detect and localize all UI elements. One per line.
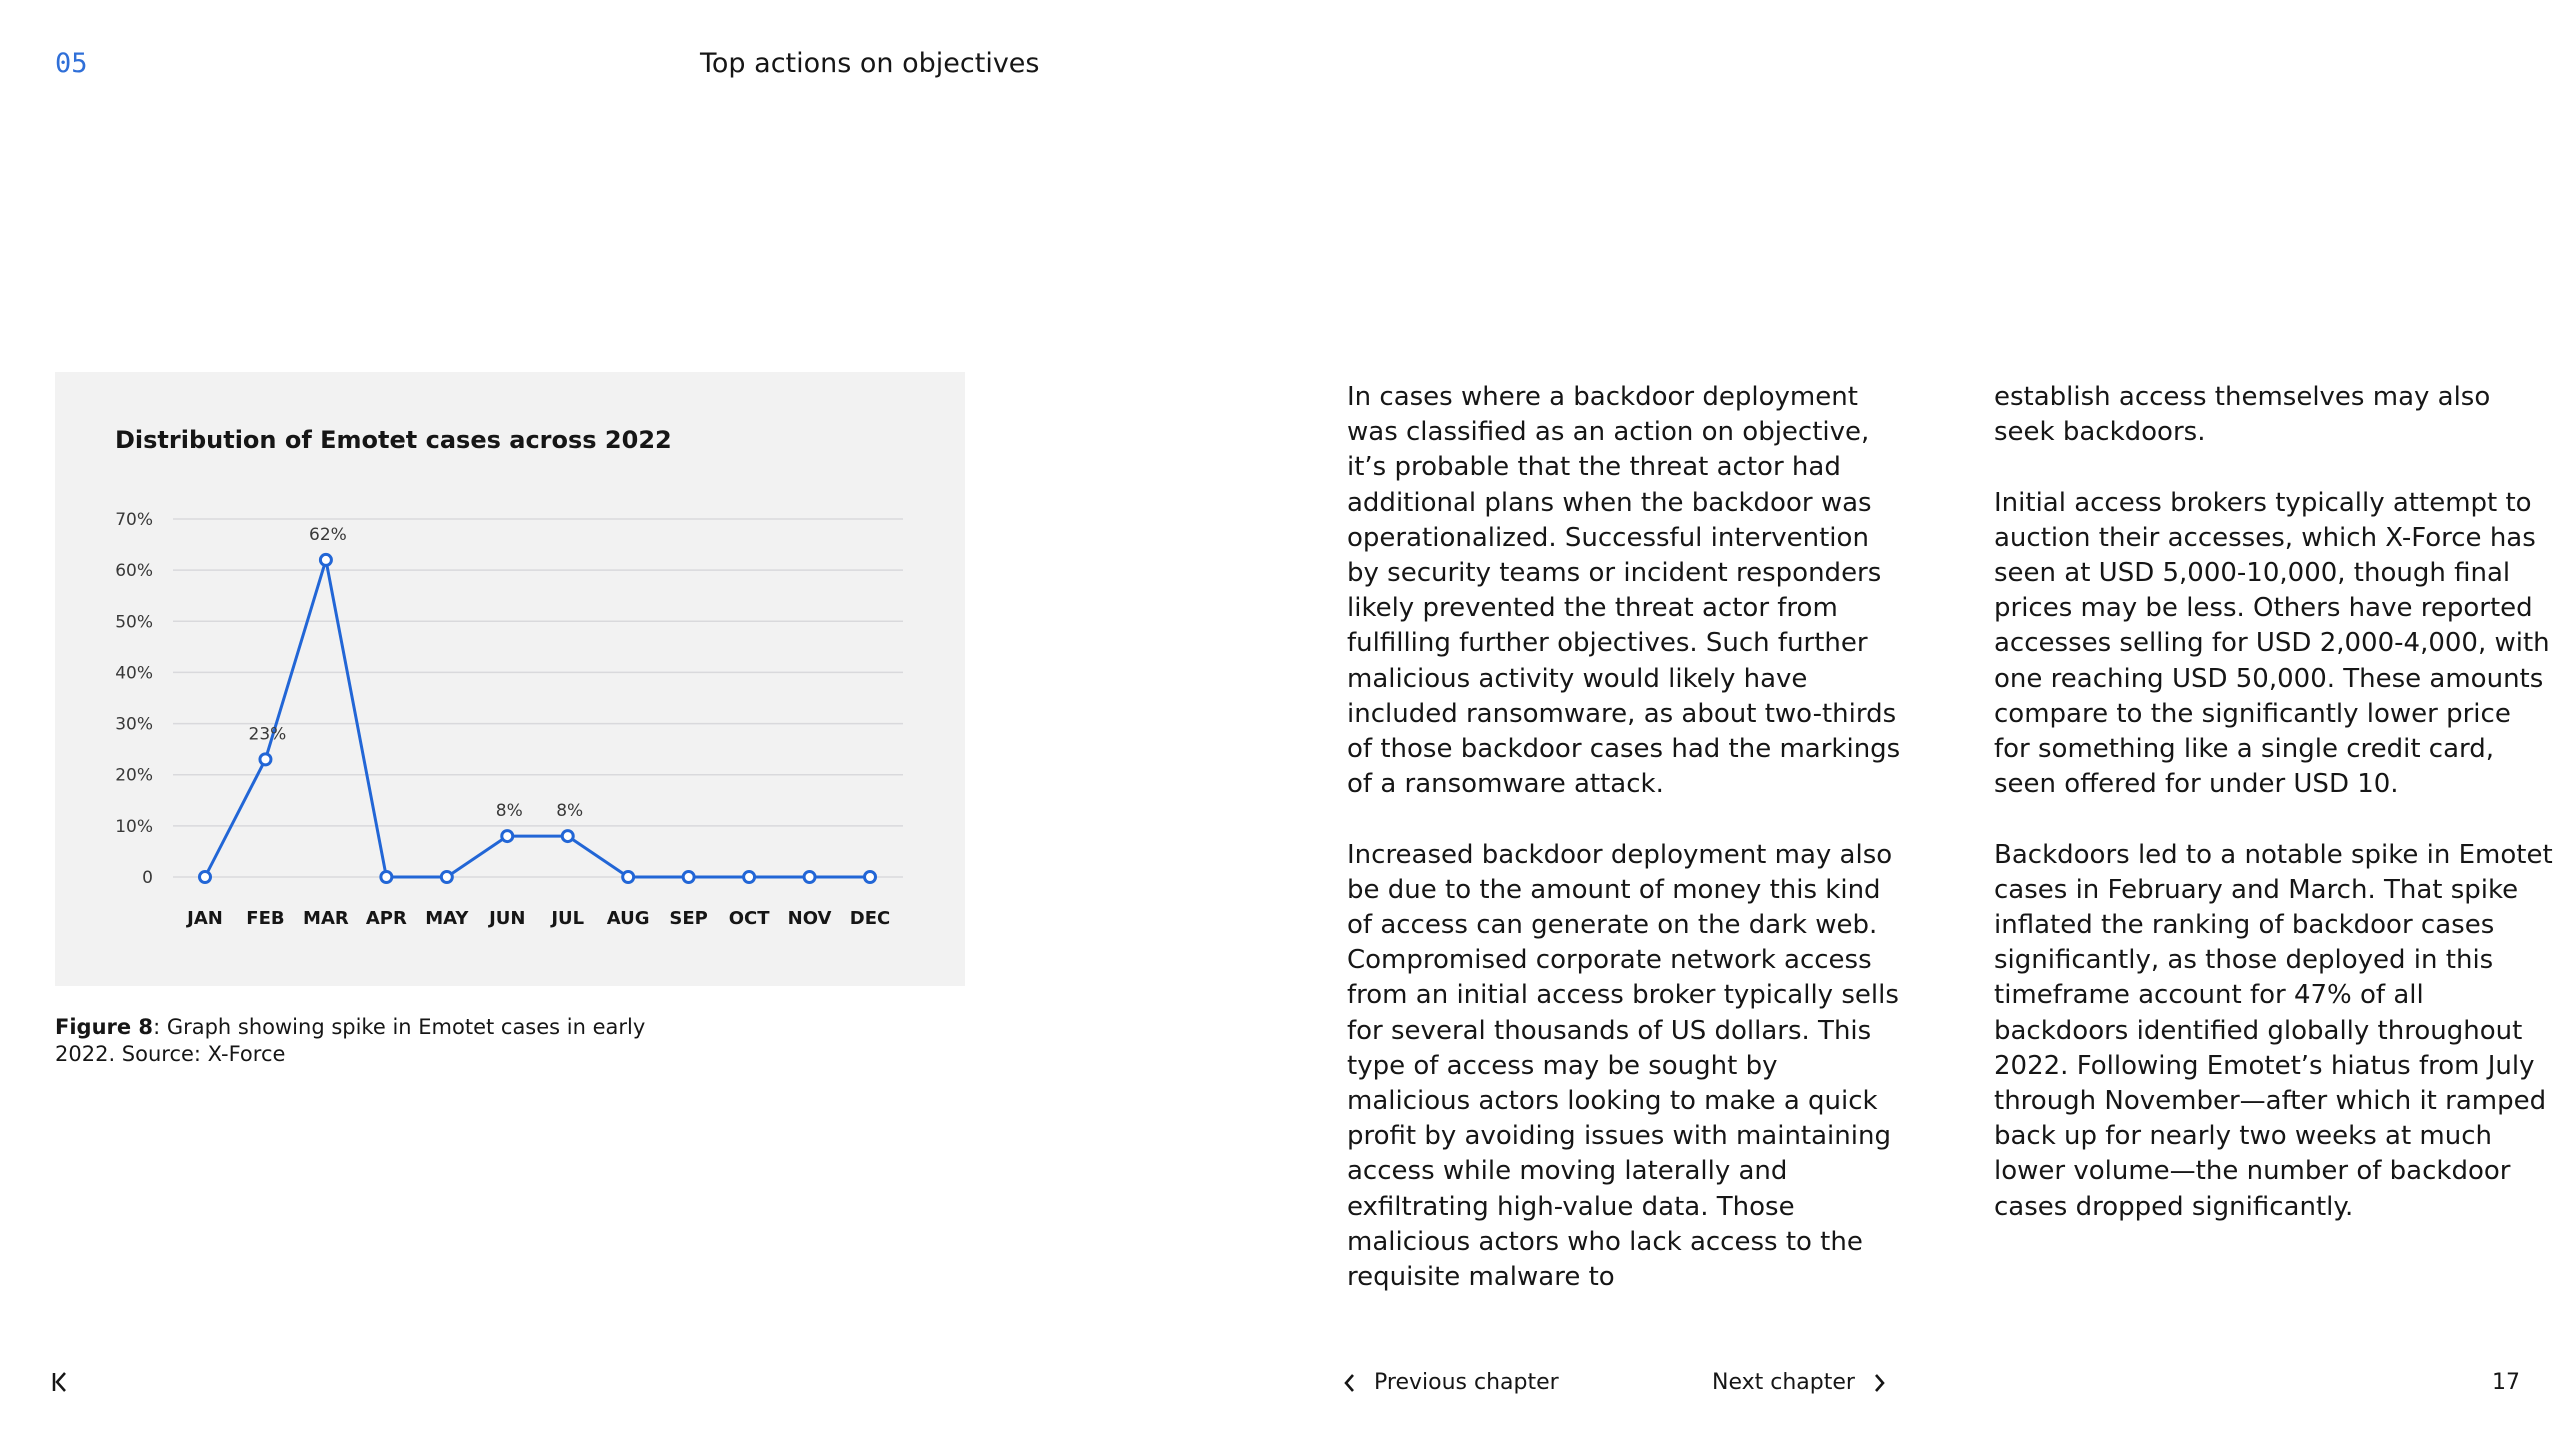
data-point	[623, 872, 634, 883]
previous-chapter-label: Previous chapter	[1374, 1370, 1559, 1395]
x-tick-label: FEB	[246, 908, 285, 929]
emotet-line-chart	[55, 372, 965, 986]
figure-caption-label: Figure 8	[55, 1015, 154, 1039]
data-label: 23%	[248, 724, 287, 745]
figure-chart-panel	[55, 372, 965, 986]
data-point	[744, 872, 755, 883]
chapter-number: 05	[55, 48, 88, 79]
previous-chapter-link[interactable]	[1342, 1370, 1559, 1395]
data-point	[865, 872, 876, 883]
next-chapter-link[interactable]	[1712, 1370, 1887, 1395]
figure-caption-text: : Graph showing spike in Emotet cases in early 2022. Source: X-Force	[55, 1015, 646, 1066]
chart-title: Distribution of Emotet cases across 2022	[115, 426, 672, 454]
first-page-icon	[50, 1370, 70, 1394]
y-tick-label: 50%	[115, 612, 153, 633]
paragraph: Initial access brokers typically attempt to auction their accesses, which X-Force has seen at USD 5,000-10,000, though final prices may be less. Others have reported accesses selling for USD 2,000-4,000, with one reaching USD 50,000. These amounts compare to the significantly lower price for something like a single credit card, seen offered for under USD 10.	[1994, 487, 2550, 800]
x-tick-label: JUN	[489, 908, 526, 929]
y-tick-label: 30%	[115, 714, 153, 735]
x-tick-label: SEP	[669, 908, 708, 929]
x-tick-label: JAN	[187, 908, 223, 929]
data-point	[562, 831, 573, 842]
x-tick-label: DEC	[849, 908, 891, 929]
paragraph: establish access themselves may also seek backdoors.	[1994, 382, 2491, 448]
y-tick-label: 0	[142, 868, 153, 888]
paragraph: In cases where a backdoor deployment was classified as an action on objective, it’s probable that the threat actor had additional plans when the backdoor was operationalized. Successful intervention by security teams or incident responders likely prevented the threat actor from fulfilling further objectives. Such further malicious activity would likely have included ransomware, as about two-thirds of those backdoor cases had the markings of a ransomware attack.	[1347, 382, 1901, 800]
page-number: 17	[2492, 1370, 2520, 1395]
data-point	[804, 872, 815, 883]
body-column-1	[1347, 380, 1907, 1330]
y-tick-label: 60%	[115, 561, 153, 582]
data-point	[260, 754, 271, 765]
chapter-title: Top actions on objectives	[700, 48, 1040, 79]
data-point	[683, 872, 694, 883]
y-tick-label: 20%	[115, 765, 153, 786]
data-label: 8%	[556, 801, 584, 822]
y-tick-label: 70%	[115, 510, 153, 530]
x-tick-label: MAR	[303, 908, 349, 929]
paragraph: Backdoors led to a notable spike in Emotet cases in February and March. That spike inflated the ranking of backdoor cases significantly, as those deployed in this timeframe account for 47% of all backdoors identified globally throughout 2022. Following Emotet’s hiatus from July through November—after which it ramped back up for nearly two weeks at much lower volume—the number of backdoor cases dropped significantly.	[1994, 839, 2553, 1222]
data-point	[320, 554, 331, 565]
next-chapter-label: Next chapter	[1712, 1370, 1855, 1395]
data-point	[381, 872, 392, 883]
x-tick-label: MAY	[425, 908, 469, 929]
first-page-button[interactable]	[50, 1370, 70, 1398]
data-point	[441, 872, 452, 883]
x-tick-label: APR	[365, 908, 407, 929]
paragraph: Increased backdoor deployment may also be due to the amount of money this kind of access can generate on the dark web. Compromised corporate network access from an initial access broker typically sells for several thousands of US dollars. This type of access may be sought by malicious actors looking to make a quick profit by avoiding issues with maintaining access while moving laterally and exfiltrating high-value data. Those malicious actors who lack access to the requisite malware to	[1347, 839, 1899, 1293]
chevron-right-icon	[1873, 1371, 1887, 1395]
series-line	[205, 560, 870, 877]
body-column-2	[1994, 380, 2554, 1260]
data-point	[200, 872, 211, 883]
chevron-left-icon	[1342, 1371, 1356, 1395]
figure-caption	[55, 1014, 695, 1068]
data-label: 8%	[495, 801, 523, 822]
data-label: 62%	[309, 524, 347, 545]
x-tick-label: OCT	[728, 908, 770, 929]
x-tick-label: JUL	[551, 908, 585, 929]
y-tick-label: 40%	[115, 663, 153, 684]
x-tick-label: NOV	[787, 908, 832, 929]
data-point	[502, 831, 513, 842]
y-tick-label: 10%	[115, 816, 153, 837]
x-tick-label: AUG	[606, 908, 650, 929]
